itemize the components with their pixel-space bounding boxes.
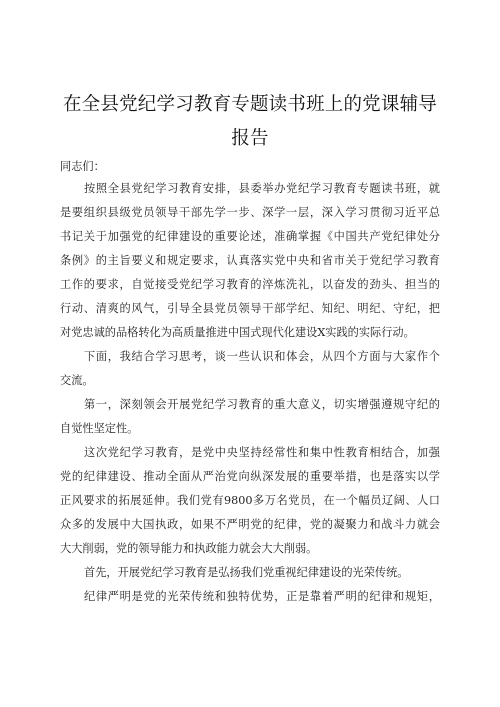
body-line: 工作的要求，自觉接受党纪学习教育的淬炼洗礼，以奋发的劲头、担当的 xyxy=(60,278,440,291)
body-line: 行动、清爽的风气，引导全县党员领导干部学纪、知纪、明纪、守纪，把 xyxy=(60,302,440,315)
salutation: 同志们： xyxy=(60,160,105,173)
body-line: 首先，开展党纪学习教育是弘扬我们党重视纪律建设的光荣传统。 xyxy=(84,566,409,579)
body-line: 条例》的主旨要义和规定要求，认真落实党中央和省市关于党纪学习教育 xyxy=(60,254,440,267)
document-title-line-2: 报告 xyxy=(231,128,269,149)
body-line: 对党忠诚的品格转化为高质量推进中国式现代化建设X实践的实际行动。 xyxy=(60,326,415,339)
body-line: 第一，深刻领会开展党纪学习教育的重大意义，切实增强遵规守纪的 xyxy=(84,398,440,411)
body-line: 这次党纪学习教育，是党中央坚持经常性和集中性教育相结合，加强 xyxy=(84,446,440,459)
document-title-line-1: 在全县党纪学习教育专题读书班上的党课辅导 xyxy=(62,94,437,115)
body-line: 党的纪律建设、推动全面从严治党向纵深发展的重要举措，也是落实以学 xyxy=(60,470,440,483)
body-line: 按照全县党纪学习教育安排，县委举办党纪学习教育专题读书班，就 xyxy=(84,182,440,195)
body-line: 正风要求的拓展延伸。我们党有9800多万名党员，在一个幅员辽阔、人口 xyxy=(60,494,440,507)
body-line: 自觉性坚定性。 xyxy=(60,422,139,435)
body-line: 是要组织县级党员领导干部先学一步、深学一层，深入学习贯彻习近平总 xyxy=(60,206,440,219)
body-line: 下面，我结合学习思考，谈一些认识和体会，从四个方面与大家作个 xyxy=(84,350,440,363)
body-line: 大大削弱，党的领导能力和执政能力就会大大削弱。 xyxy=(60,542,318,555)
body-line: 书记关于加强党的纪律建设的重要论述，准确掌握《中国共产党纪律处分 xyxy=(60,230,440,243)
body-line: 纪律严明是党的光荣传统和独特优势，正是靠着严明的纪律和规矩， xyxy=(84,590,440,603)
body-line: 交流。 xyxy=(60,374,94,387)
body-line: 众多的发展中大国执政，如果不严明党的纪律，党的凝聚力和战斗力就会 xyxy=(60,518,440,531)
